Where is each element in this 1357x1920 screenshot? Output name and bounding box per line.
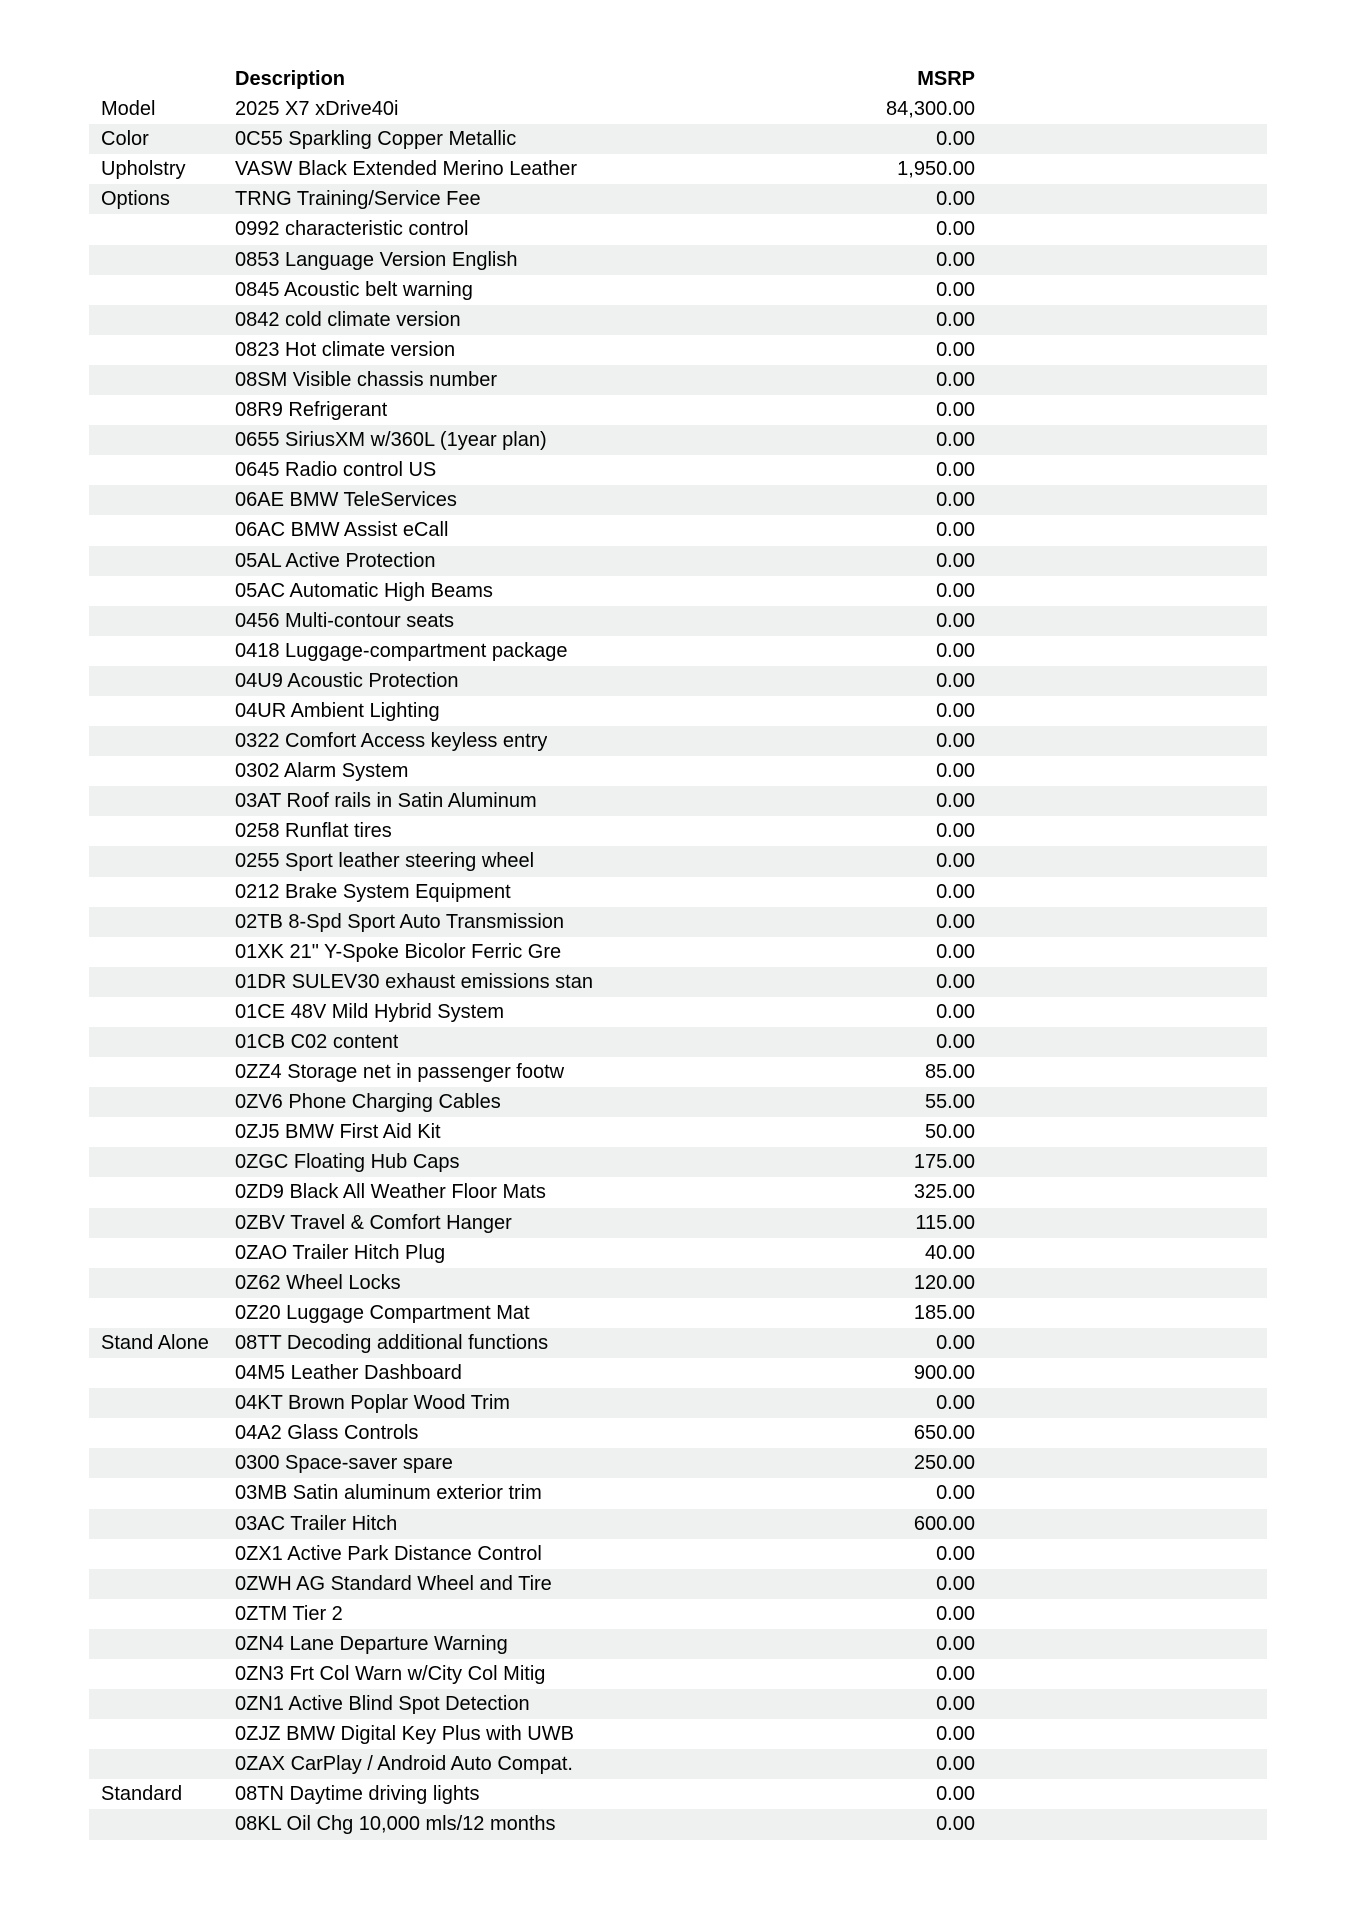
row-category xyxy=(89,1027,235,1057)
row-description: 03MB Satin aluminum exterior trim xyxy=(235,1482,542,1505)
row-description: 0C55 Sparkling Copper Metallic xyxy=(235,128,517,151)
table-row xyxy=(89,485,1267,515)
row-msrp: 0.00 xyxy=(936,940,975,963)
row-description: 2025 X7 xDrive40i xyxy=(235,98,399,121)
row-category xyxy=(89,1478,235,1508)
row-category xyxy=(89,1117,235,1147)
table-row xyxy=(89,94,1267,124)
row-category xyxy=(89,1358,235,1388)
row-category xyxy=(89,1147,235,1177)
row-description: 08TT Decoding additional functions xyxy=(235,1331,549,1354)
row-description: 0302 Alarm System xyxy=(235,760,409,783)
row-msrp: 120.00 xyxy=(913,1271,975,1294)
row-description: 0655 SiriusXM w/360L (1year plan) xyxy=(235,429,547,452)
row-msrp: 0.00 xyxy=(936,970,975,993)
table-row xyxy=(89,335,1267,365)
table-row xyxy=(89,816,1267,846)
table-row xyxy=(89,515,1267,545)
row-category xyxy=(89,305,235,335)
row-msrp: 0.00 xyxy=(936,790,975,813)
row-description: 06AE BMW TeleServices xyxy=(235,489,457,512)
table-row xyxy=(89,1328,1267,1358)
table-row xyxy=(89,1388,1267,1418)
row-msrp: 0.00 xyxy=(936,1753,975,1776)
row-description: 0645 Radio control US xyxy=(235,459,437,482)
row-description: 0ZD9 Black All Weather Floor Mats xyxy=(235,1181,546,1204)
row-msrp: 0.00 xyxy=(936,459,975,482)
row-description: 0255 Sport leather steering wheel xyxy=(235,850,535,873)
row-category xyxy=(89,726,235,756)
row-description: 0ZJZ BMW Digital Key Plus with UWB xyxy=(235,1723,574,1746)
row-msrp: 175.00 xyxy=(913,1151,975,1174)
table-row xyxy=(89,1599,1267,1629)
row-description: 01CE 48V Mild Hybrid System xyxy=(235,1000,504,1023)
table-row xyxy=(89,1629,1267,1659)
row-category xyxy=(89,1569,235,1599)
row-description: 0ZN1 Active Blind Spot Detection xyxy=(235,1693,530,1716)
row-msrp: 84,300.00 xyxy=(886,98,975,121)
table-row xyxy=(89,245,1267,275)
row-msrp: 0.00 xyxy=(936,760,975,783)
row-category xyxy=(89,1539,235,1569)
row-msrp: 0.00 xyxy=(936,910,975,933)
row-msrp: 0.00 xyxy=(936,188,975,211)
table-row xyxy=(89,1659,1267,1689)
row-msrp: 0.00 xyxy=(936,1813,975,1836)
row-description: 0842 cold climate version xyxy=(235,308,461,331)
table-row xyxy=(89,1569,1267,1599)
row-description: 0456 Multi-contour seats xyxy=(235,609,455,632)
row-msrp: 0.00 xyxy=(936,278,975,301)
row-category xyxy=(89,1298,235,1328)
row-msrp: 0.00 xyxy=(936,368,975,391)
row-description: 03AC Trailer Hitch xyxy=(235,1512,398,1535)
row-description: 0258 Runflat tires xyxy=(235,820,392,843)
row-description: 06AC BMW Assist eCall xyxy=(235,519,449,542)
table-row xyxy=(89,395,1267,425)
row-category xyxy=(89,846,235,876)
row-description: 01CB C02 content xyxy=(235,1031,399,1053)
row-description: 0ZN4 Lane Departure Warning xyxy=(235,1632,508,1655)
row-category: Color xyxy=(101,128,149,151)
table-row xyxy=(89,546,1267,576)
header-description: Description xyxy=(235,68,346,90)
row-description: 0ZWH AG Standard Wheel and Tire xyxy=(235,1572,552,1595)
row-description: 01XK 21" Y-Spoke Bicolor Ferric Gre xyxy=(235,940,562,963)
row-description: 08R9 Refrigerant xyxy=(235,399,388,422)
row-description: 04UR Ambient Lighting xyxy=(235,699,440,722)
row-msrp: 0.00 xyxy=(936,489,975,512)
row-description: 08SM Visible chassis number xyxy=(235,368,497,391)
table-row xyxy=(89,997,1267,1027)
row-category xyxy=(89,1599,235,1629)
table-row xyxy=(89,365,1267,395)
row-category: Upholstry xyxy=(101,158,186,181)
row-msrp: 250.00 xyxy=(913,1452,975,1475)
row-msrp: 0.00 xyxy=(936,399,975,422)
row-description: 08TN Daytime driving lights xyxy=(235,1783,480,1806)
row-description: 04KT Brown Poplar Wood Trim xyxy=(235,1392,510,1415)
row-description: 0ZAO Trailer Hitch Plug xyxy=(235,1241,446,1264)
row-category xyxy=(89,546,235,576)
row-category xyxy=(89,997,235,1027)
row-category xyxy=(89,937,235,967)
row-category xyxy=(89,335,235,365)
table-row xyxy=(89,1268,1267,1298)
row-description: 0ZGC Floating Hub Caps xyxy=(235,1151,460,1174)
row-description: 0845 Acoustic belt warning xyxy=(235,278,473,301)
row-msrp: 0.00 xyxy=(936,1723,975,1746)
row-category xyxy=(89,275,235,305)
row-description: 0ZX1 Active Park Distance Control xyxy=(235,1542,542,1565)
row-category xyxy=(89,515,235,545)
row-category xyxy=(89,1629,235,1659)
row-category xyxy=(89,1448,235,1478)
header-msrp: MSRP xyxy=(917,68,975,90)
table-row xyxy=(89,1147,1267,1177)
row-category xyxy=(89,696,235,726)
row-msrp: 0.00 xyxy=(936,1693,975,1716)
row-description: 0Z62 Wheel Locks xyxy=(235,1271,401,1294)
table-row xyxy=(89,455,1267,485)
row-category xyxy=(89,214,235,244)
row-category xyxy=(89,1719,235,1749)
table-row xyxy=(89,1779,1267,1809)
row-description: 0853 Language Version English xyxy=(235,248,518,271)
table-row xyxy=(89,696,1267,726)
table-row xyxy=(89,726,1267,756)
header-category-spacer xyxy=(89,64,235,94)
table-row xyxy=(89,1087,1267,1117)
table-row xyxy=(89,937,1267,967)
table-row xyxy=(89,275,1267,305)
table-row xyxy=(89,1719,1267,1749)
row-category xyxy=(89,425,235,455)
row-category xyxy=(89,1659,235,1689)
row-category xyxy=(89,1749,235,1779)
table-row xyxy=(89,1418,1267,1448)
row-description: 0322 Comfort Access keyless entry xyxy=(235,730,548,753)
table-row xyxy=(89,1809,1267,1839)
table-row xyxy=(89,846,1267,876)
row-description: 03AT Roof rails in Satin Aluminum xyxy=(235,790,537,813)
row-msrp: 0.00 xyxy=(936,730,975,753)
row-category xyxy=(89,1809,235,1839)
row-description: VASW Black Extended Merino Leather xyxy=(235,158,578,181)
table-row xyxy=(89,305,1267,335)
row-category xyxy=(89,877,235,907)
row-msrp: 0.00 xyxy=(936,519,975,542)
row-description: 08KL Oil Chg 10,000 mls/12 months xyxy=(235,1813,556,1836)
table-row xyxy=(89,786,1267,816)
row-description: 0ZTM Tier 2 xyxy=(235,1602,343,1625)
row-msrp: 0.00 xyxy=(936,128,975,151)
row-category xyxy=(89,365,235,395)
row-msrp: 0.00 xyxy=(936,308,975,331)
row-msrp: 0.00 xyxy=(936,880,975,903)
row-category xyxy=(89,485,235,515)
row-msrp: 85.00 xyxy=(924,1061,975,1084)
row-category xyxy=(89,786,235,816)
table-row xyxy=(89,1358,1267,1388)
table-row xyxy=(89,967,1267,997)
table-row xyxy=(89,1027,1267,1057)
row-category: Model xyxy=(101,98,156,121)
row-msrp: 55.00 xyxy=(924,1091,975,1114)
row-category: Options xyxy=(101,188,170,211)
row-msrp: 1,950.00 xyxy=(897,158,975,181)
row-msrp: 0.00 xyxy=(936,609,975,632)
row-description: 0ZJ5 BMW First Aid Kit xyxy=(235,1121,441,1144)
row-category xyxy=(89,636,235,666)
row-category xyxy=(89,1268,235,1298)
row-description: 04U9 Acoustic Protection xyxy=(235,669,459,692)
table-row xyxy=(89,1539,1267,1569)
row-msrp: 50.00 xyxy=(924,1121,975,1144)
row-msrp: 650.00 xyxy=(913,1422,975,1445)
table-row xyxy=(89,184,1267,214)
table-row xyxy=(89,606,1267,636)
table-row xyxy=(89,1749,1267,1779)
row-msrp: 0.00 xyxy=(936,429,975,452)
row-msrp: 0.00 xyxy=(936,1031,975,1053)
row-msrp: 0.00 xyxy=(936,850,975,873)
row-category xyxy=(89,606,235,636)
row-description: 04A2 Glass Controls xyxy=(235,1422,419,1445)
row-msrp: 0.00 xyxy=(936,218,975,241)
row-description: 0823 Hot climate version xyxy=(235,338,456,361)
row-msrp: 0.00 xyxy=(936,639,975,662)
row-category xyxy=(89,816,235,846)
row-msrp: 600.00 xyxy=(913,1512,975,1535)
row-description: 04M5 Leather Dashboard xyxy=(235,1362,462,1385)
table-row xyxy=(89,154,1267,184)
row-description: 02TB 8-Spd Sport Auto Transmission xyxy=(235,910,565,933)
table-row xyxy=(89,425,1267,455)
row-category xyxy=(89,395,235,425)
row-msrp: 0.00 xyxy=(936,820,975,843)
table-row xyxy=(89,907,1267,937)
table-row xyxy=(89,1298,1267,1328)
row-category xyxy=(89,907,235,937)
table-header xyxy=(89,64,1267,94)
row-msrp: 0.00 xyxy=(936,1662,975,1685)
table-row xyxy=(89,1177,1267,1207)
row-category xyxy=(89,1418,235,1448)
row-msrp: 0.00 xyxy=(936,579,975,602)
row-msrp: 115.00 xyxy=(915,1211,975,1234)
row-category xyxy=(89,1087,235,1117)
row-category xyxy=(89,1238,235,1268)
row-category xyxy=(89,1208,235,1238)
row-msrp: 0.00 xyxy=(936,338,975,361)
row-msrp: 0.00 xyxy=(936,1572,975,1595)
table-row xyxy=(89,1478,1267,1508)
row-category: Standard xyxy=(101,1783,183,1806)
row-category xyxy=(89,967,235,997)
row-category xyxy=(89,1057,235,1087)
row-description: TRNG Training/Service Fee xyxy=(235,188,481,211)
row-description: 0418 Luggage-compartment package xyxy=(235,639,568,662)
row-description: 01DR SULEV30 exhaust emissions stan xyxy=(235,970,593,993)
row-msrp: 0.00 xyxy=(936,669,975,692)
table-row xyxy=(89,124,1267,154)
row-msrp: 325.00 xyxy=(913,1181,975,1204)
row-description: 05AL Active Protection xyxy=(235,549,436,572)
table-row xyxy=(89,1509,1267,1539)
row-msrp: 0.00 xyxy=(936,1000,975,1023)
row-description: 0ZAX CarPlay / Android Auto Compat. xyxy=(235,1753,573,1776)
row-description: 05AC Automatic High Beams xyxy=(235,579,493,602)
row-msrp: 0.00 xyxy=(936,1602,975,1625)
row-category xyxy=(89,1388,235,1418)
options-pricing-table xyxy=(89,64,1267,1840)
table-row xyxy=(89,1238,1267,1268)
row-msrp: 900.00 xyxy=(913,1362,975,1385)
table-row xyxy=(89,756,1267,786)
row-description: 0ZV6 Phone Charging Cables xyxy=(235,1091,501,1114)
row-msrp: 185.00 xyxy=(913,1301,975,1324)
row-category xyxy=(89,1689,235,1719)
row-msrp: 0.00 xyxy=(936,699,975,722)
row-msrp: 0.00 xyxy=(936,1392,975,1415)
row-category xyxy=(89,666,235,696)
row-msrp: 0.00 xyxy=(936,1783,975,1806)
row-msrp: 0.00 xyxy=(936,248,975,271)
row-category xyxy=(89,756,235,786)
table-row xyxy=(89,214,1267,244)
row-category xyxy=(89,455,235,485)
row-description: 0212 Brake System Equipment xyxy=(235,880,511,903)
row-description: 0992 characteristic control xyxy=(235,218,469,241)
row-msrp: 40.00 xyxy=(924,1241,975,1264)
table-row xyxy=(89,1448,1267,1478)
table-row xyxy=(89,666,1267,696)
row-category: Stand Alone xyxy=(101,1331,209,1354)
table-row xyxy=(89,1689,1267,1719)
row-category xyxy=(89,576,235,606)
row-msrp: 0.00 xyxy=(936,1632,975,1655)
table-row xyxy=(89,636,1267,666)
row-msrp: 0.00 xyxy=(936,549,975,572)
row-description: 0Z20 Luggage Compartment Mat xyxy=(235,1301,530,1324)
table-row xyxy=(89,877,1267,907)
row-category xyxy=(89,1509,235,1539)
row-msrp: 0.00 xyxy=(936,1542,975,1565)
row-description: 0ZN3 Frt Col Warn w/City Col Mitig xyxy=(235,1662,546,1685)
row-description: 0ZBV Travel & Comfort Hanger xyxy=(235,1211,512,1234)
row-category xyxy=(89,245,235,275)
row-msrp: 0.00 xyxy=(936,1482,975,1505)
table-row xyxy=(89,1117,1267,1147)
table-body xyxy=(89,94,1267,1839)
row-description: 0300 Space-saver spare xyxy=(235,1452,453,1475)
row-category xyxy=(89,1177,235,1207)
row-msrp: 0.00 xyxy=(936,1331,975,1354)
table-row xyxy=(89,576,1267,606)
table-row xyxy=(89,1208,1267,1238)
row-description: 0ZZ4 Storage net in passenger footw xyxy=(235,1061,565,1084)
table-row xyxy=(89,1057,1267,1087)
